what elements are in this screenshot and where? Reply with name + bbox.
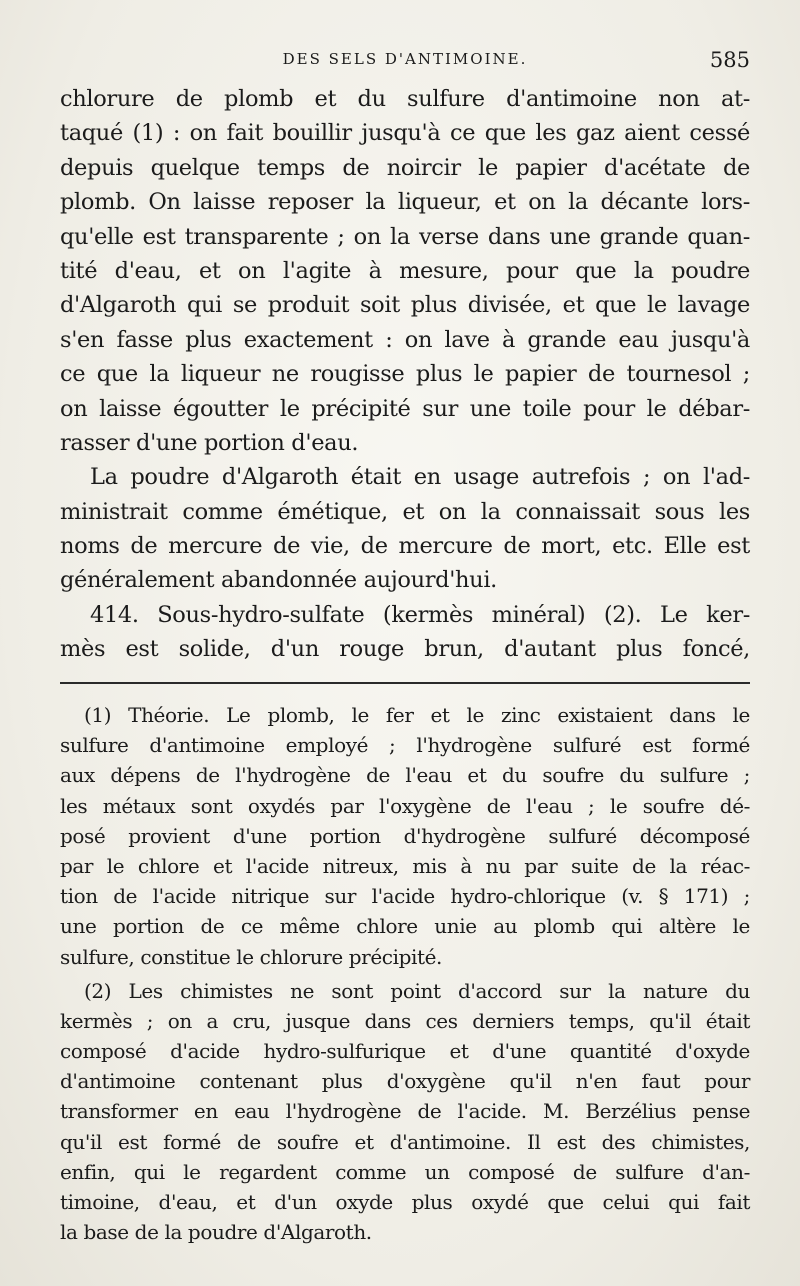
- text-line: depuis quelque temps de noircir le papier d'acétate de: [60, 154, 750, 181]
- text-line: tité d'eau, et on l'agite à mesure, pour que la poudre: [60, 257, 750, 284]
- text-line: ministrait comme émétique, et on la connaissait sous les: [60, 498, 750, 525]
- footnote-line: qu'il est formé de soufre et d'antimoine. Il est des chimistes,: [60, 1129, 750, 1154]
- footnote-line: composé d'acide hydro-sulfurique et d'une quantité d'oxyde: [60, 1039, 750, 1064]
- footnote-line: tion de l'acide nitrique sur l'acide hydro-chlorique (v. § 171) ;: [60, 884, 750, 909]
- footnote-line: par le chlore et l'acide nitreux, mis à nu par suite de la réac-: [60, 853, 750, 878]
- footnote-line: une portion de ce même chlore unie au plomb qui altère le: [60, 914, 750, 939]
- footnote-line: d'antimoine contenant plus d'oxygène qu'il n'en faut pour: [60, 1069, 750, 1094]
- footnote-line: (2) Les chimistes ne sont point d'accord sur la nature du: [84, 978, 750, 1003]
- section-heading-line: 414. Sous-hydro-sulfate (kermès minéral) (2). Le ker-: [90, 601, 750, 628]
- text-line: La poudre d'Algaroth était en usage autrefois ; on l'ad-: [90, 464, 750, 491]
- footnote-line: les métaux sont oxydés par l'oxygène de l'eau ; le soufre dé-: [60, 793, 750, 818]
- footnote-line: transformer en eau l'hydrogène de l'acide. M. Berzélius pense: [60, 1099, 750, 1124]
- text-line: généralement abandonnée aujourd'hui.: [60, 567, 497, 594]
- footnote-rule: [60, 682, 750, 684]
- running-head: [60, 48, 750, 74]
- main-text: [60, 82, 750, 667]
- text-line: chlorure de plomb et du sulfure d'antimoine non at-: [60, 86, 750, 112]
- footnote-line: timoine, d'eau, et d'un oxyde plus oxydé que celui qui fait: [60, 1190, 750, 1214]
- text-line: on laisse égoutter le précipité sur une toile pour le débar-: [60, 395, 750, 422]
- footnote-line: (1) Théorie. Le plomb, le fer et le zinc existaient dans le: [84, 703, 750, 727]
- footnote-line: sulfure, constitue le chlorure précipité.: [60, 944, 442, 969]
- footnote-2: [60, 976, 750, 1248]
- text-line: qu'elle est transparente ; on la verse dans une grande quan-: [60, 223, 750, 250]
- text-line: noms de mercure de vie, de mercure de mort, etc. Elle est: [60, 533, 750, 560]
- footnote-line: enfin, qui le regardent comme un composé de sulfure d'an-: [60, 1159, 750, 1184]
- footnotes: [60, 700, 750, 1247]
- text-line: mès est solide, d'un rouge brun, d'autant plus foncé,: [60, 636, 750, 663]
- footnote-line: posé provient d'une portion d'hydrogène sulfuré décomposé: [60, 823, 750, 848]
- text-line: s'en fasse plus exactement : on lave à grande eau jusqu'à: [60, 326, 750, 353]
- text-line: ce que la liqueur ne rougisse plus le papier de tournesol ;: [60, 361, 750, 388]
- text-line: taqué (1) : on fait bouillir jusqu'à ce que les gaz aient cessé: [60, 120, 750, 147]
- footnote-line: sulfure d'antimoine employé ; l'hydrogène sulfuré est formé: [60, 733, 750, 758]
- footnote-line: kermès ; on a cru, jusque dans ces derniers temps, qu'il était: [60, 1008, 750, 1033]
- text-line: plomb. On laisse reposer la liqueur, et on la décante lors-: [60, 189, 750, 216]
- running-title: DES SELS D'ANTIMOINE.: [282, 50, 528, 68]
- text-line: d'Algaroth qui se produit soit plus divisée, et que le lavage: [60, 292, 750, 319]
- page-number: 585: [709, 48, 750, 72]
- footnote-1: [60, 700, 750, 972]
- footnote-line: aux dépens de l'hydrogène de l'eau et du soufre du sulfure ;: [60, 763, 750, 788]
- footnote-line: la base de la poudre d'Algaroth.: [60, 1220, 372, 1245]
- text-line: rasser d'une portion d'eau.: [60, 429, 359, 456]
